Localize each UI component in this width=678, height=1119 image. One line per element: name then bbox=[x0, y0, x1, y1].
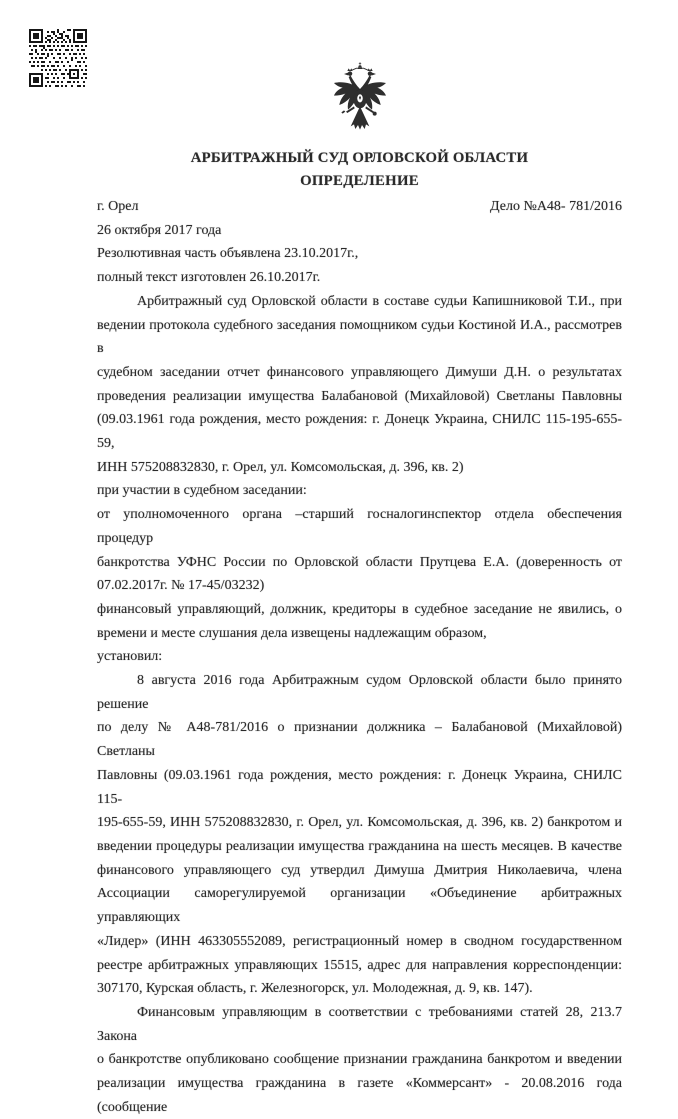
case-meta-row bbox=[97, 195, 622, 219]
text-line: при участии в судебном заседании: bbox=[97, 483, 307, 499]
city-label: г. Орел bbox=[97, 199, 139, 214]
text-line: Павловны (09.03.1961 года рождения, место рождения: г. Донецк Украина, СНИЛС 115- bbox=[97, 767, 622, 807]
document-content bbox=[97, 0, 622, 1119]
text-line: (09.03.1961 года рождения, место рождения: г. Донецк Украина, СНИЛС 115-195-655-59, bbox=[97, 412, 622, 452]
text-line: введении процедуры реализации имущества гражданина на шесть месяцев. В качестве bbox=[97, 838, 622, 854]
court-name-title: АРБИТРАЖНЫЙ СУД ОРЛОВСКОЙ ОБЛАСТИ bbox=[190, 150, 529, 166]
text-line: реализации имущества гражданина в газете «Коммерсант» - 20.08.2016 года (сообщение bbox=[97, 1076, 622, 1115]
text-line: 307170, Курская область, г. Железногорск, ул. Молодежная, д. 9, кв. 147). bbox=[97, 981, 533, 997]
text-line: банкротства УФНС России по Орловской области Прутцева Е.А. (доверенность от bbox=[97, 554, 622, 570]
text-line: от уполномоченного органа –старший госналогинспектор отдела обеспечения процедур bbox=[97, 507, 622, 546]
text-line: по делу № А48-781/2016 о признании должника – Балабановой (Михайловой) Светланы bbox=[97, 720, 622, 760]
qr-code-icon bbox=[29, 29, 87, 87]
text-line: финансовый управляющий, должник, кредиторы в судебное заседание не явились, о bbox=[97, 601, 622, 617]
resolutive-part-line: Резолютивная часть объявлена 23.10.2017г., bbox=[97, 246, 359, 262]
coat-of-arms-icon bbox=[97, 62, 622, 136]
text-line: времени и месте слушания дела извещены надлежащим образом, bbox=[97, 625, 487, 641]
text-line: «Лидер» (ИНН 463305552089, регистрационный номер в сводном государственном bbox=[97, 933, 622, 949]
text-line: Ассоциации саморегулируемой организации «Объединение арбитражных управляющих bbox=[97, 886, 622, 926]
text-line: реестре арбитражных управляющих 15515, адрес для направления корреспонденции: bbox=[97, 957, 622, 973]
text-line: проведения реализации имущества Балабановой (Михайловой) Светланы Павловны bbox=[97, 388, 622, 404]
text-line: 07.02.2017г. № 17-45/03232) bbox=[97, 578, 265, 594]
full-text-date-line: полный текст изготовлен 26.10.2017г. bbox=[97, 270, 321, 286]
text-line: установил: bbox=[97, 649, 163, 665]
text-line: Финансовым управляющим в соответствии с требованиями статей 28, 213.7 Закона bbox=[97, 1004, 622, 1044]
text-line: ИНН 575208832830, г. Орел, ул. Комсомольская, д. 396, кв. 2) bbox=[97, 459, 464, 475]
text-line: ведении протокола судебного заседания помощником судьи Костиной И.А., рассмотрев в bbox=[97, 317, 622, 357]
document-type-title: ОПРЕДЕЛЕНИЕ bbox=[300, 173, 419, 189]
text-line: о банкротстве опубликовано сообщение признании гражданина банкротом и введении bbox=[97, 1052, 622, 1068]
text-line: судебном заседании отчет финансового управляющего Димуши Д.Н. о результатах bbox=[97, 364, 622, 380]
text-line: 8 августа 2016 года Арбитражным судом Орловской области было принято решение bbox=[97, 673, 622, 712]
text-line: финансового управляющего суд утвердил Димуша Дмитрия Николаевича, члена bbox=[97, 862, 622, 878]
date-line: 26 октября 2017 года bbox=[97, 222, 222, 238]
case-number: Дело №А48- 781/2016 bbox=[490, 199, 622, 214]
text-line: Арбитражный суд Орловской области в составе судьи Капишниковой Т.И., при bbox=[137, 293, 622, 309]
text-line: 195-655-59, ИНН 575208832830, г. Орел, ул. Комсомольская, д. 396, кв. 2) банкротом и bbox=[97, 815, 622, 831]
